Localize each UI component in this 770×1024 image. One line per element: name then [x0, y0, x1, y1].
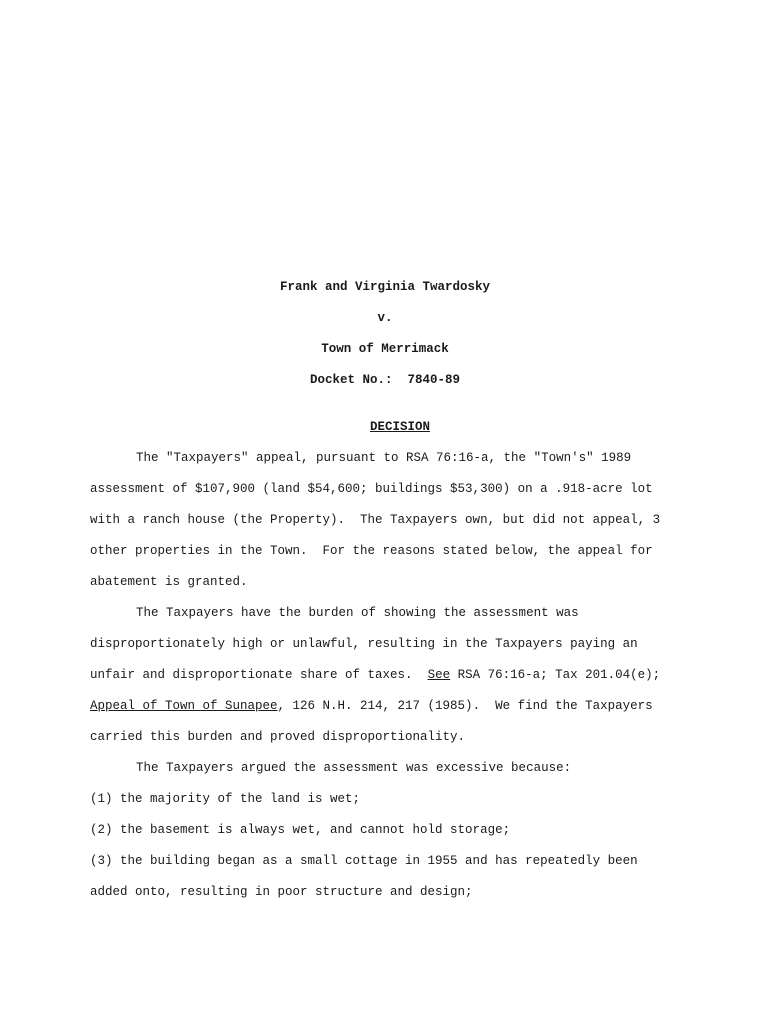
- p2-line-4-b: , 126 N.H. 214, 217 (1985). We find the Taxpayers: [277, 699, 653, 713]
- p2-line-4: [90, 698, 653, 714]
- p1-line-2: assessment of $107,900 (land $54,600; buildings $53,300) on a .918-acre lot: [90, 482, 653, 496]
- case-citation: Appeal of Town of Sunapee: [90, 699, 278, 713]
- p2-line-5: carried this burden and proved disproportionality.: [90, 730, 466, 744]
- list-item-3-line-2: added onto, resulting in poor structure and design;: [90, 885, 473, 899]
- p3-line-1: The Taxpayers argued the assessment was excessive because:: [136, 761, 572, 775]
- caption-docket: Docket No.: 7840-89: [309, 373, 461, 387]
- p2-line-3: [90, 667, 660, 683]
- decision-heading: [0, 403, 770, 451]
- p2-line-2: disproportionately high or unlawful, resulting in the Taxpayers paying an: [90, 637, 638, 651]
- p1-line-4: other properties in the Town. For the reasons stated below, the appeal for: [90, 544, 653, 558]
- caption-versus: v.: [377, 311, 393, 325]
- caption-town: Town of Merrimack: [321, 342, 449, 356]
- p1-line-1: The "Taxpayers" appeal, pursuant to RSA 76:16-a, the "Town's" 1989: [136, 451, 632, 465]
- p2-line-1: The Taxpayers have the burden of showing the assessment was: [136, 606, 579, 620]
- see-citation-signal: See: [427, 668, 451, 682]
- list-item-1: (1) the majority of the land is wet;: [90, 792, 361, 806]
- caption-taxpayers: Frank and Virginia Twardosky: [279, 280, 491, 294]
- p2-line-3-b: RSA 76:16-a; Tax 201.04(e);: [450, 668, 661, 682]
- decision-heading-text: DECISION: [370, 420, 431, 434]
- p2-line-3-a: unfair and disproportionate share of taxes.: [90, 668, 428, 682]
- list-item-3-line-1: (3) the building began as a small cottage in 1955 and has repeatedly been: [90, 854, 638, 868]
- p1-line-5: abatement is granted.: [90, 575, 248, 589]
- list-item-2: (2) the basement is always wet, and cannot hold storage;: [90, 823, 511, 837]
- p1-line-3: with a ranch house (the Property). The Taxpayers own, but did not appeal, 3: [90, 513, 661, 527]
